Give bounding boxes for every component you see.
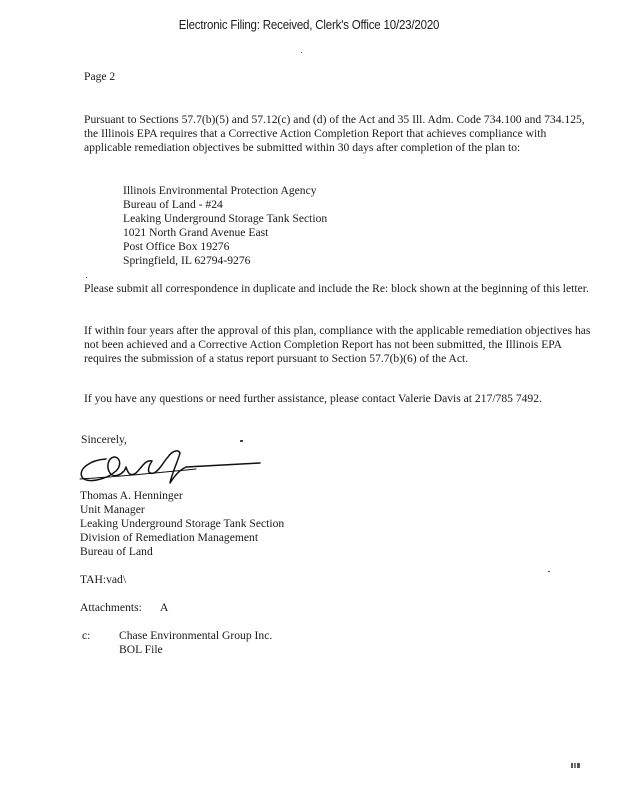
address-line: Bureau of Land - #24 xyxy=(123,198,223,211)
address-line: Springfield, IL 62794-9276 xyxy=(123,254,251,267)
scan-speck xyxy=(240,440,243,442)
attachments-value: A xyxy=(160,601,169,614)
cc-list xyxy=(119,629,272,657)
mailing-address xyxy=(123,184,327,268)
signer-line: Unit Manager xyxy=(80,503,145,516)
paragraph-status-report: If within four years after the approval of this plan, compliance with the applicable remediation objectives has not been achieved and a Corrective Action Completion Report has not been submitted, the Illinois EPA requires the submission of a status report pursuant to Section 57.7(b)(6) of the Act. xyxy=(84,324,591,365)
filing-stamp: Electronic Filing: Received, Clerk's Office 10/23/2020 xyxy=(178,18,440,32)
paragraph-contact: If you have any questions or need further assistance, please contact Valerie Davis at 217/785 7492. xyxy=(84,392,542,405)
scan-speck xyxy=(86,277,87,278)
signer-line: Bureau of Land xyxy=(80,545,153,558)
signature-block xyxy=(80,489,284,559)
cc-recipient: BOL File xyxy=(119,643,163,656)
address-line: Post Office Box 19276 xyxy=(123,240,230,253)
cc-label: c: xyxy=(82,629,91,642)
handwritten-signature xyxy=(76,443,266,489)
closing: Sincerely, xyxy=(81,433,127,446)
paragraph-completion-report: Pursuant to Sections 57.7(b)(5) and 57.12(c) and (d) of the Act and 35 Ill. Adm. Code 734.100 and 734.125, the Illinois EPA requires that a Corrective Action Completion Report that achieves compliance with applicable remediation objectives be submitted within 30 days after completion of the plan to: xyxy=(84,113,585,154)
signer-line: Division of Remediation Management xyxy=(80,531,259,544)
address-line: 1021 North Grand Avenue East xyxy=(123,226,269,239)
page-mark-glyph xyxy=(570,762,582,770)
attachments-label: Attachments: xyxy=(80,601,142,614)
paragraph-correspondence: Please submit all correspondence in duplicate and include the Re: block shown at the beginning of this letter. xyxy=(84,282,589,295)
signer-line: Leaking Underground Storage Tank Section xyxy=(80,517,285,530)
page-number: Page 2 xyxy=(84,70,116,83)
address-line: Illinois Environmental Protection Agency xyxy=(123,184,317,197)
scan-speck xyxy=(548,571,550,572)
signer-line: Thomas A. Henninger xyxy=(80,489,183,502)
scan-speck xyxy=(301,52,302,53)
address-line: Leaking Underground Storage Tank Section xyxy=(123,212,328,225)
typist-initials: TAH:vad\ xyxy=(80,573,127,586)
cc-recipient: Chase Environmental Group Inc. xyxy=(119,629,273,642)
